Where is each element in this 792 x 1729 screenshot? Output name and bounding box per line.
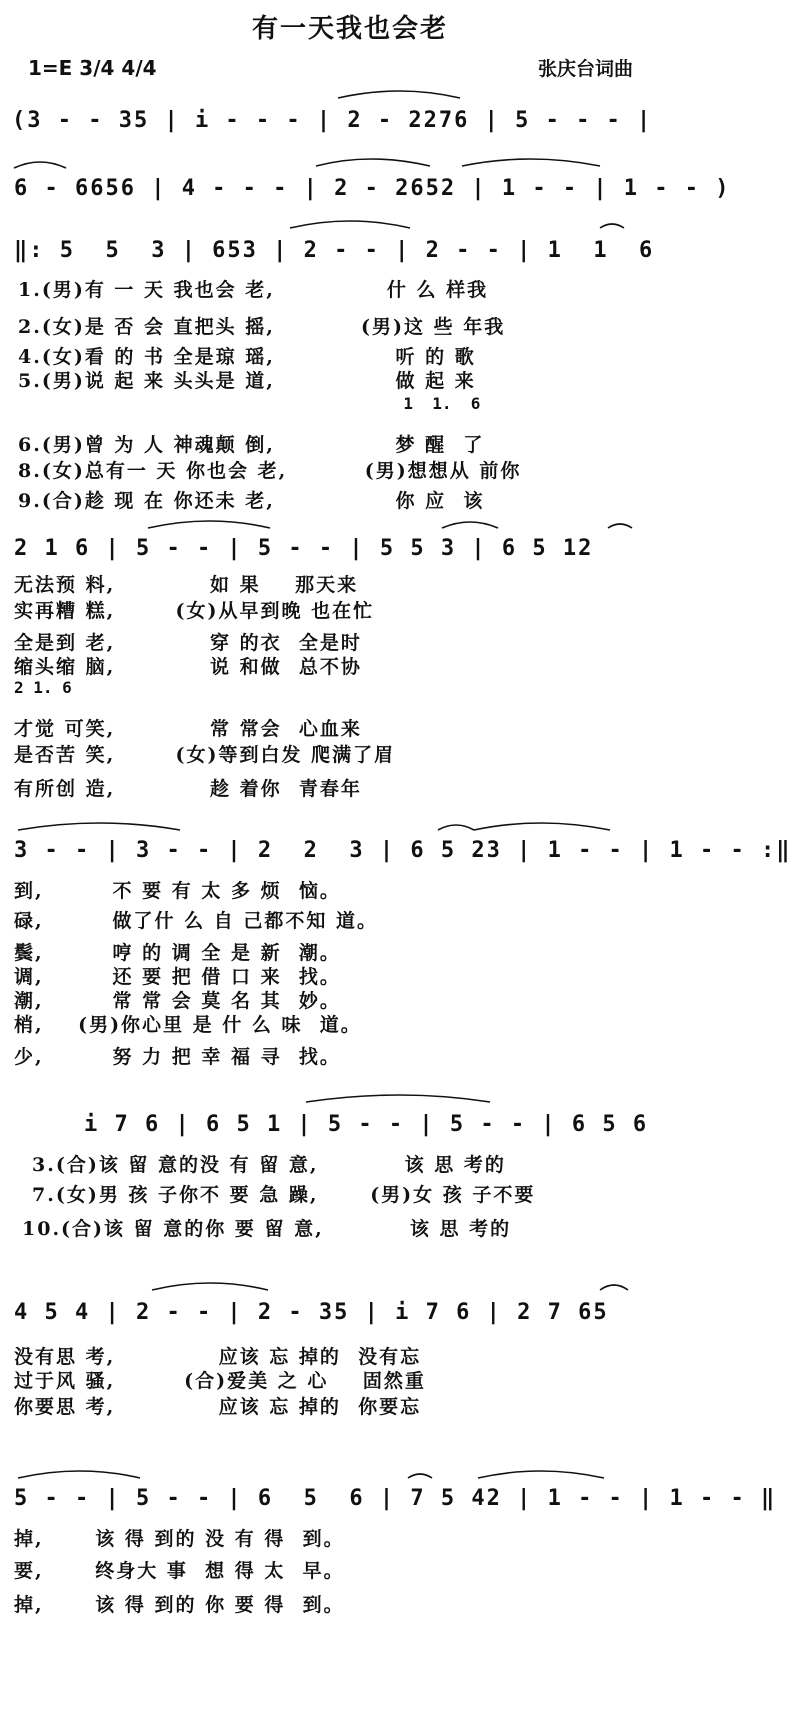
lyric-line: 无法预 料, 如 果 那天来 <box>14 574 359 596</box>
lyric-line: 没有思 考, 应该 忘 掉的 没有忘 <box>14 1346 422 1368</box>
lyric-line: 8.(女)总有一 天 你也会 老, (男)想想从 前你 <box>18 460 522 482</box>
key-signature: 1=E 3/4 4/4 <box>28 56 157 80</box>
notation-line: 2 1 6 | 5 - - | 5 - - | 5 5 3 | 6 5 12 <box>14 536 594 561</box>
notation-alt-line: 2 1. 6 <box>14 678 72 697</box>
lyric-line: 缩头缩 脑, 说 和做 总不协 <box>14 656 362 678</box>
lyric-line: 到, 不 要 有 太 多 烦 恼。 <box>14 880 341 902</box>
lyric-line: 你要思 考, 应该 忘 掉的 你要忘 <box>14 1396 422 1418</box>
lyric-line: 有所创 造, 趁 着你 青春年 <box>14 778 362 800</box>
lyric-line: 梢, (男)你心里 是 什 么 味 道。 <box>14 1014 362 1036</box>
notation-alt-line: 1 1. 6 <box>18 394 481 413</box>
lyric-line: 实再糟 糕, (女)从早到晚 也在忙 <box>14 600 375 622</box>
lyric-line: 潮, 常 常 会 莫 名 其 妙。 <box>14 990 341 1012</box>
lyric-line: 2.(女)是 否 会 直把头 摇, (男)这 些 年我 <box>18 316 506 338</box>
lyric-line: 才觉 可笑, 常 常会 心血来 <box>14 718 362 740</box>
lyric-line: 少, 努 力 把 幸 福 寻 找。 <box>14 1046 341 1068</box>
notation-line: ‖: 5 5 3 | 653 | 2 - - | 2 - - | 1 1 6 <box>14 238 655 263</box>
lyric-line: 4.(女)看 的 书 全是琼 瑶, 听 的 歌 <box>18 346 476 368</box>
lyric-line: 调, 还 要 把 借 口 来 找。 <box>14 966 341 988</box>
lyric-line: 1.(男)有 一 天 我也会 老, 什 么 样我 <box>18 279 489 301</box>
notation-line: (3 - - 35 | i - - - | 2 - 2276 | 5 - - - | <box>12 108 653 133</box>
lyric-line: 掉, 该 得 到的 没 有 得 到。 <box>14 1528 345 1550</box>
notation-line: 5 - - | 5 - - | 6 5 6 | 7 5 42 | 1 - - | 1 - - ‖ <box>14 1486 777 1511</box>
lyric-line: 是否苦 笑, (女)等到白发 爬满了眉 <box>14 744 396 766</box>
notation-line: 3 - - | 3 - - | 2 2 3 | 6 5 23 | 1 - - | 1 - - :‖ <box>14 838 792 863</box>
lyric-line: 过于风 骚, (合)爱美 之 心 固然重 <box>14 1370 426 1392</box>
lyric-line: 6.(男)曾 为 人 神魂颠 倒, 梦 醒 了 <box>18 434 485 456</box>
notation-line: i 7 6 | 6 5 1 | 5 - - | 5 - - | 6 5 6 <box>84 1112 649 1137</box>
lyric-line: 全是到 老, 穿 的衣 全是时 <box>14 632 362 654</box>
lyric-line: 7.(女)男 孩 子你不 要 急 躁, (男)女 孩 子不要 <box>32 1184 536 1206</box>
lyric-line: 掉, 该 得 到的 你 要 得 到。 <box>14 1594 345 1616</box>
lyric-line: 9.(合)趁 现 在 你还未 老, 你 应 该 <box>18 490 485 512</box>
lyric-line: 碌, 做了什 么 自 己都不知 道。 <box>14 910 378 932</box>
lyric-line: 3.(合)该 留 意的没 有 留 意, 该 思 考的 <box>32 1154 506 1176</box>
lyric-line: 5.(男)说 起 来 头头是 道, 做 起 来 <box>18 370 476 392</box>
notation-line: 4 5 4 | 2 - - | 2 - 35 | i 7 6 | 2 7 65 <box>14 1300 609 1325</box>
lyric-line: 鬓, 哼 的 调 全 是 新 潮。 <box>14 942 341 964</box>
lyric-line: 10.(合)该 留 意的你 要 留 意, 该 思 考的 <box>22 1218 512 1240</box>
song-title: 有一天我也会老 <box>251 14 448 44</box>
notation-line: 6 - 6656 | 4 - - - | 2 - 2652 | 1 - - | 1 - - ) <box>14 176 731 201</box>
lyric-line: 要, 终身大 事 想 得 太 早。 <box>14 1560 345 1582</box>
composer-credit: 张庆台词曲 <box>538 58 634 80</box>
